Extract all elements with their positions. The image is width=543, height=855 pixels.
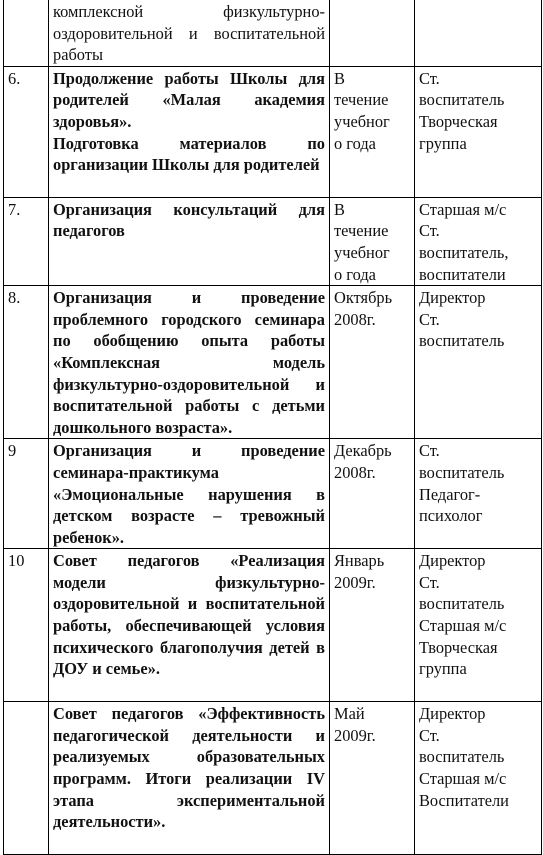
term-line: о года	[334, 264, 376, 284]
responsible-line: воспитатель	[419, 331, 505, 351]
row-number: 7.	[4, 197, 49, 285]
responsible-line: группа	[419, 133, 467, 153]
table-row	[4, 66, 542, 197]
event-text: Продолжение работы Школы для родителей «Малая академия здоровья».	[53, 68, 325, 131]
row-number: 10	[4, 549, 49, 702]
responsible-line: Воспитатели	[419, 790, 509, 810]
table-row	[4, 439, 542, 549]
term-line: течение	[334, 221, 389, 241]
responsible-cell	[415, 66, 542, 197]
responsible-line: Директор	[419, 551, 486, 571]
table-row	[4, 197, 542, 285]
term-cell	[330, 439, 415, 549]
term-line: 2009г.	[334, 725, 376, 745]
term-line: Май	[334, 704, 365, 724]
event-text: Подготовка материалов по организации Школы для родителей	[53, 133, 325, 175]
term-cell	[330, 286, 415, 439]
event-text: Совет педагогов «Эффективность педагогической деятельности и реализуемых образовательных программ. Итоги реализации IV этапа экспериментальной деятельности».	[53, 704, 325, 832]
responsible-line: Ст.	[419, 441, 440, 461]
term-cell	[330, 197, 415, 285]
term-line: 2008г.	[334, 462, 376, 482]
table-row	[4, 0, 542, 66]
term-line: Январь	[334, 551, 385, 571]
event-cell	[49, 197, 330, 285]
event-cell	[49, 549, 330, 702]
responsible-cell	[415, 286, 542, 439]
table-row	[4, 549, 542, 702]
term-line: 2008г.	[334, 309, 376, 329]
term-cell	[330, 549, 415, 702]
responsible-line: Творческая	[419, 637, 498, 657]
responsible-line: воспитатель	[419, 594, 505, 614]
term-line: учебног	[334, 242, 390, 262]
term-cell	[330, 66, 415, 197]
responsible-cell	[415, 197, 542, 285]
event-cell	[49, 0, 330, 66]
event-text: Совет педагогов «Реализация модели физкультурно-оздоровительной и воспитательной работы, обеспечивающей условия психического благополучия детей в ДОУ и семье».	[53, 551, 325, 679]
responsible-line: психолог	[419, 506, 483, 526]
plan-table	[3, 0, 542, 855]
responsible-line: Старшая м/с	[419, 616, 507, 636]
event-text: комплексной физкультурно-оздоровительной и воспитательной работы	[53, 2, 325, 65]
responsible-line: Ст.	[419, 309, 440, 329]
event-cell	[49, 66, 330, 197]
responsible-cell	[415, 0, 542, 66]
responsible-line: воспитатель	[419, 90, 505, 110]
responsible-line: Директор	[419, 288, 486, 308]
responsible-line: Ст.	[419, 572, 440, 592]
event-text: Организация консультаций для педагогов	[53, 199, 325, 241]
event-cell	[49, 439, 330, 549]
term-line: В	[334, 68, 345, 88]
event-text: Организация и проведение семинара-практикума «Эмоциональные нарушения в детском возрасте – тревожный ребенок».	[53, 441, 325, 547]
row-number	[4, 0, 49, 66]
event-text: Организация и проведение проблемного городского семинара по обобщению опыта работы «Комплексная модель физкультурно-оздоровительной и воспитательной работы с детьми дошкольного возраста».	[53, 288, 325, 437]
table-row	[4, 286, 542, 439]
responsible-cell	[415, 702, 542, 855]
term-line: о года	[334, 133, 376, 153]
responsible-line: Творческая	[419, 111, 498, 131]
term-line: Октябрь	[334, 288, 393, 308]
responsible-line: воспитатели	[419, 264, 506, 284]
responsible-line: Директор	[419, 704, 486, 724]
responsible-line: Ст.	[419, 68, 440, 88]
table-row	[4, 702, 542, 855]
row-number: 6.	[4, 66, 49, 197]
row-number: 8.	[4, 286, 49, 439]
responsible-cell	[415, 549, 542, 702]
responsible-line: Педагог-	[419, 484, 481, 504]
term-line: учебног	[334, 111, 390, 131]
term-line: 2009г.	[334, 572, 376, 592]
responsible-cell	[415, 439, 542, 549]
responsible-line: воспитатель	[419, 462, 505, 482]
term-line: В	[334, 199, 345, 219]
responsible-line: группа	[419, 659, 467, 679]
event-cell	[49, 702, 330, 855]
row-number: 9	[4, 439, 49, 549]
term-cell	[330, 0, 415, 66]
term-line: Декабрь	[334, 441, 392, 461]
event-cell	[49, 286, 330, 439]
row-number	[4, 702, 49, 855]
responsible-line: Ст.	[419, 221, 440, 241]
responsible-line: Старшая м/с	[419, 199, 507, 219]
term-cell	[330, 702, 415, 855]
responsible-line: воспитатель	[419, 747, 505, 767]
term-line: течение	[334, 90, 389, 110]
responsible-line: Старшая м/с	[419, 769, 507, 789]
responsible-line: воспитатель,	[419, 242, 509, 262]
responsible-line: Ст.	[419, 725, 440, 745]
